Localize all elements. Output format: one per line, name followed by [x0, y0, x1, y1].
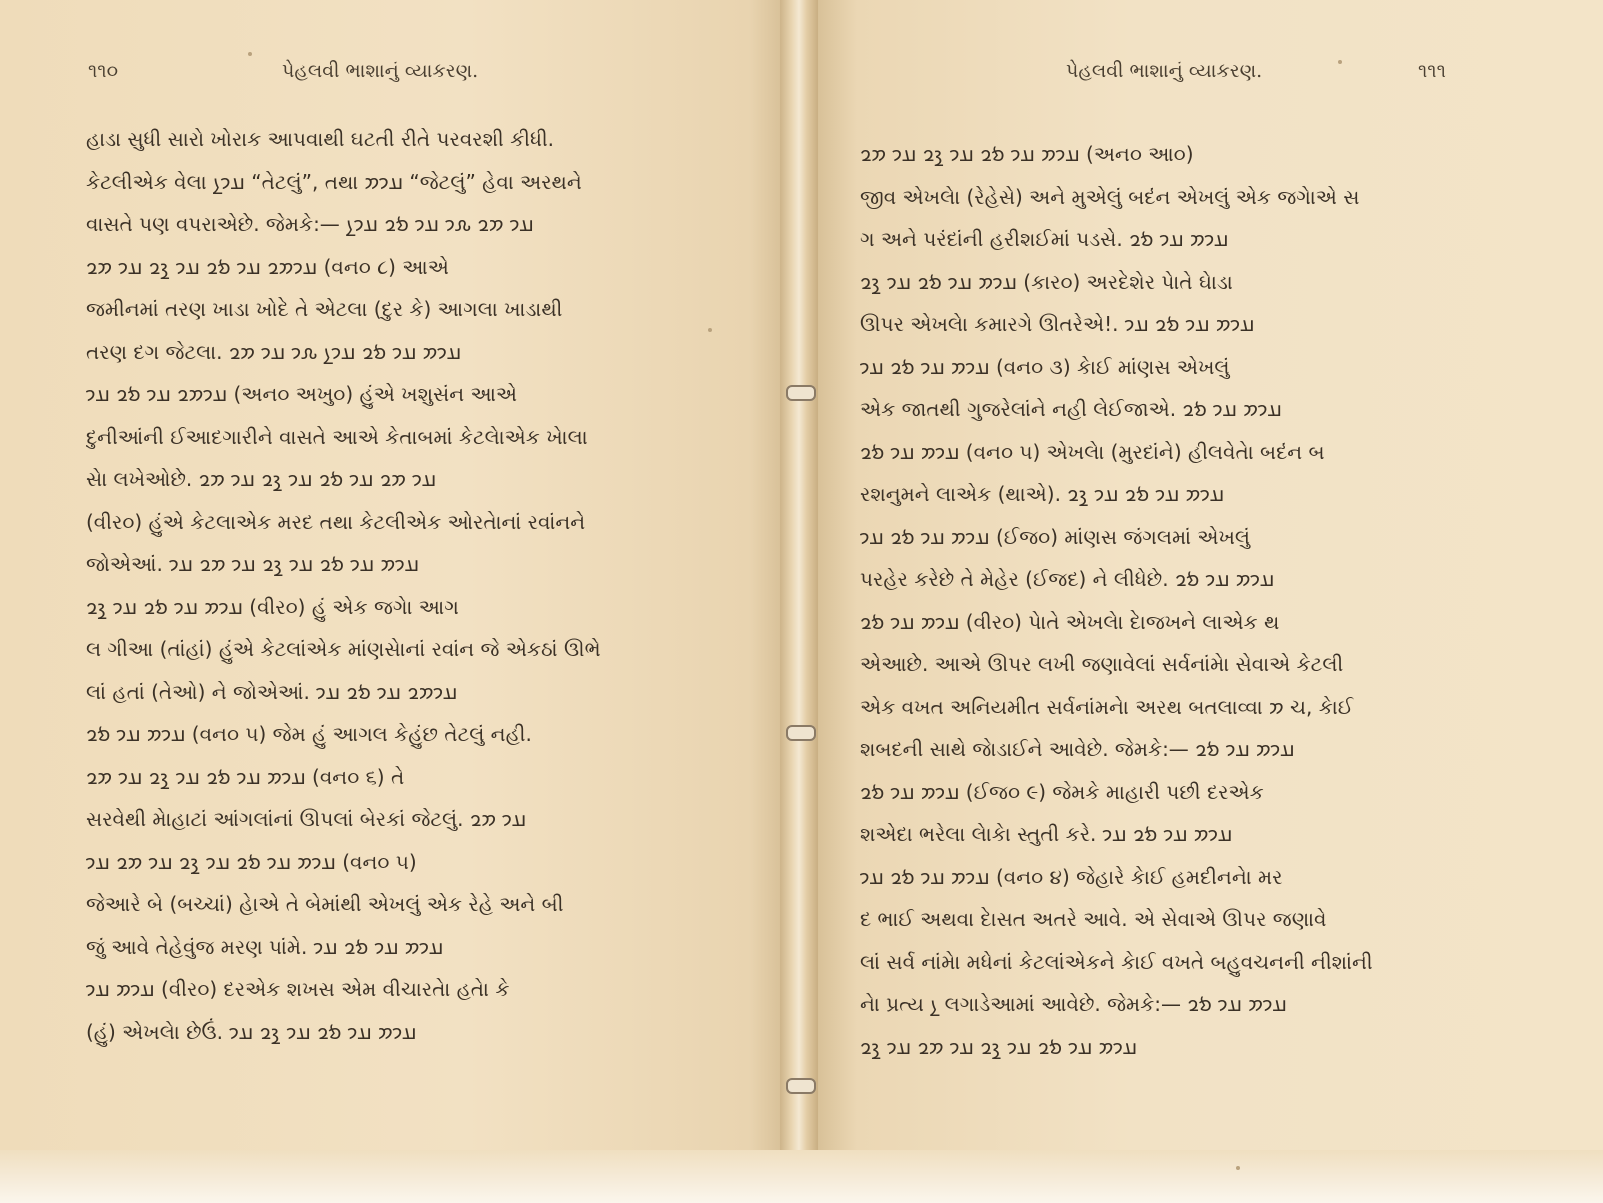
text-line: 𐭠𐭩𐭮 𐭠𐭩 𐭬𐭥 𐭠𐭩 𐭪𐭥 𐭠𐭩 𐭮𐭥 𐭠𐭩 𐭪𐭥 [860, 1034, 1138, 1059]
text-line: નેા પ્રત્ય 𐭭 લગાડેઆમાં આવેછે. જેમકે:— 𐭠𐭩𐭮 𐭠𐭩 𐭬𐭥 [860, 992, 1287, 1016]
binding-stitch [786, 385, 816, 401]
text-line: 𐭠𐭩𐭮 𐭠𐭩 𐭬𐭥 𐭠𐭩 𐭪𐭥 (કાર૦) અરદેશેર પેાતે ઘેાડા [860, 269, 1233, 294]
text-line: 𐭠𐭩𐭮 𐭠𐭩 𐭬𐭥 𐭠𐭩 (વન૦ ૩) કેાઈ માંણસ એખલું [860, 354, 1230, 379]
text-line: (હું) એખલેા છેઉં. 𐭠𐭩𐭮 𐭠𐭩 𐭬𐭥 𐭠𐭩 𐭪𐭥 𐭠𐭩 [86, 1019, 417, 1044]
text-line: દુનીઆંની ઈઆદગારીને વાસતે આએ કેતાબમાં કેટલેાએક ખેાલા [86, 424, 588, 449]
binding-stitch [786, 725, 816, 741]
text-line: શબદની સાથે જેાડાઈને આવેછે. જેમકે:— 𐭠𐭩𐭮 𐭠𐭩 𐭬𐭥 [860, 737, 1295, 761]
text-line: 𐭠𐭩𐭮 𐭠𐭩 𐭬𐭥 (ઈજ૦ ૯) જેમકે માહારી પછી દરએક [860, 779, 1264, 804]
left-page-number: ૧૧૦ [88, 60, 119, 82]
text-line: ગ અને પરંદાંની હરીશઈમાં પડસે. 𐭠𐭩𐭮 𐭠𐭩 𐭬𐭥 [860, 227, 1229, 251]
text-line: લાં સર્વ નાંમેા મધેનાં કેટલાંએકને કેાઈ વખતે બહુવચનની નીશાંની [860, 949, 1373, 974]
right-body-text [860, 133, 1500, 1068]
text-line: લાં હતાં (તેઓ) ને જોએઆં. 𐭠𐭩𐭮𐭥 𐭠𐭩 𐭬𐭥 𐭠𐭩 [86, 679, 458, 704]
text-line: કેટલીએક વેલા 𐭠𐭩𐭭 “તેટલું”, તથા 𐭠𐭩𐭮 “જેટલું” હેવા અરથને [86, 169, 582, 194]
text-line: વાસતે પણ વપરાએછે. જેમકે:— 𐭠𐭩 𐭮𐭥 𐭧𐭩 𐭠𐭩 𐭬𐭥 𐭠𐭩𐭭 [86, 212, 534, 236]
text-line: 𐭠𐭩𐭮 𐭠𐭩 𐭬𐭥 𐭠𐭩 (વન૦ ૪) જેહારે કેાઈ હમદીનનેા મર [860, 864, 1283, 889]
text-line: સેા લખેઓછે. 𐭠𐭩 𐭮𐭥 𐭠𐭩 𐭬𐭥 𐭠𐭩 𐭪𐭥 𐭠𐭩 𐭮𐭥 [86, 467, 437, 491]
paper-speck [1236, 1166, 1240, 1170]
text-line: જોએઆં. 𐭠𐭩𐭮 𐭠𐭩 𐭬𐭥 𐭠𐭩 𐭪𐭥 𐭠𐭩 𐭮𐭥 𐭠𐭩 [86, 552, 420, 576]
book-gutter [780, 0, 818, 1203]
left-page [0, 0, 780, 1203]
left-body-text [86, 118, 716, 1053]
text-line: લ ગીઆ (તાંહાં) હુંએ કેટલાંએક માંણસેાનાં રવાંન જે એકઠાં ઊભે [86, 637, 601, 661]
text-line: દ ભાઈ અથવા દેાસત અતરે આવે. એ સેવાએ ઊપર જણાવે [860, 907, 1327, 931]
right-page-number: ૧૧૧ [1418, 60, 1446, 82]
text-line: 𐭠𐭩𐭮 𐭠𐭩 𐭬𐭥 𐭠𐭩 𐭪𐭥 𐭠𐭩 𐭮𐭥 𐭠𐭩 (વન૦ ૫) [86, 849, 417, 874]
text-line: 𐭠𐭩𐭮𐭥 𐭠𐭩 𐭬𐭥 𐭠𐭩 𐭪𐭥 𐭠𐭩 𐭮𐭥 (વન૦ ૮) આએ [86, 254, 449, 279]
text-line: 𐭠𐭩𐭮 𐭠𐭩 𐭬𐭥 (વન૦ ૫) જેમ હું આગલ કેહુંછ તેટલું નહી. [86, 722, 532, 746]
text-line: એક વખત અનિયમીત સર્વનાંમનેા અરથ બતલાવ્વા 𐭮 ચ, કેાઈ [860, 694, 1354, 719]
text-line: એઆછે. આએ ઊપર લખી જણાવેલાં સર્વનાંમેા સેવાએ કેટલી [860, 652, 1344, 676]
right-page [818, 0, 1603, 1203]
text-line: 𐭠𐭩𐭮 𐭠𐭩 (વીર૦) દરએક શખસ એમ વીચારતેા હતેા કે [86, 977, 510, 1001]
binding-stitch [786, 1078, 816, 1094]
text-line: જીવ એખલેા (રેહેસે) અને મુએલું બદંન એખલું એક જગેાએ સ [860, 184, 1360, 209]
text-line: જું આવે તેહેવુંજ મરણ પાંમે. 𐭠𐭩𐭮 𐭠𐭩 𐭬𐭥 𐭠𐭩 [86, 934, 444, 959]
text-line: જમીનમાં તરણ ખાડા ખોદે તે એટલા (દુર કે) આગલા ખાડાથી [86, 297, 563, 321]
text-line: સરવેથી મેાહાટાં આંગલાંનાં ઊપલાં બેરકાં જેટલું. 𐭠𐭩 𐭮𐭥 [86, 807, 527, 831]
text-line: પરહેર કરેછે તે મેહેર (ઈજદ) ને લીધેછે. 𐭠𐭩𐭮 𐭠𐭩 𐭬𐭥 [860, 567, 1275, 591]
text-line: તરણ દગ જેટલા. 𐭠𐭩𐭮 𐭠𐭩 𐭬𐭥 𐭠𐭩𐭭 𐭧𐭩 𐭠𐭩 𐭮𐭥 [86, 339, 462, 364]
paper-speck [708, 328, 712, 332]
text-line: 𐭠𐭩𐭮 𐭠𐭩 𐭬𐭥 𐭠𐭩 (ઈજ૦) માંણસ જંગલમાં એખલું [860, 524, 1251, 549]
text-line: 𐭠𐭩𐭮 𐭠𐭩 𐭬𐭥 𐭠𐭩 𐭪𐭥 𐭠𐭩 𐭮𐭥 (અન૦ આ૦) [860, 142, 1194, 166]
text-line: જેઆરે બે (બચ્ચાં) હેાએ તે બેમાંથી એખલું એક રેહે અને બી [86, 892, 564, 916]
text-line: રશનુમને લાએક (થાએ). 𐭠𐭩𐭮 𐭠𐭩 𐭬𐭥 𐭠𐭩 𐭪𐭥 [860, 482, 1225, 506]
text-line: ઊપર એખલેા કમારગે ઊતરેએ!. 𐭠𐭩𐭮 𐭠𐭩 𐭬𐭥 𐭠𐭩 [860, 312, 1255, 336]
text-line: 𐭠𐭩𐭮 𐭠𐭩 𐭬𐭥 𐭠𐭩 𐭪𐭥 (વીર૦) હું એક જગેા આગ [86, 594, 459, 619]
right-running-title: પેહલવી ભાશાનું વ્યાકરણ. [1066, 60, 1263, 82]
paper-speck [248, 52, 252, 56]
page-bottom-edge [0, 1150, 1603, 1203]
text-line: 𐭠𐭩𐭮 𐭠𐭩 𐭬𐭥 (વન૦ ૫) એખલેા (મુરદાંને) હીલવેતેા બદંન બ [860, 439, 1325, 464]
text-line: એક જાતથી ગુજરેલાંને નહી લેઈજાએ. 𐭠𐭩𐭮 𐭠𐭩 𐭬𐭥 [860, 397, 1282, 421]
text-line: (વીર૦) હુંએ કેટલાએક મરદ તથા કેટલીએક ઓરતેાનાં રવાંનને [86, 509, 586, 534]
left-running-title: પેહલવી ભાશાનું વ્યાકરણ. [282, 60, 479, 82]
text-line: શએદા ભરેલા લેાકેા સ્તુતી કરે. 𐭠𐭩𐭮 𐭠𐭩 𐭬𐭥 𐭠𐭩 [860, 822, 1233, 846]
text-line: 𐭠𐭩𐭮 𐭠𐭩 𐭬𐭥 (વીર૦) પેાતે એખલેા દેાજખને લાએક થ [860, 609, 1280, 634]
text-line: 𐭠𐭩𐭮 𐭠𐭩 𐭬𐭥 𐭠𐭩 𐭪𐭥 𐭠𐭩 𐭮𐭥 (વન૦ ૬) તે [86, 764, 405, 789]
paper-speck [1338, 60, 1342, 64]
text-line: હાડા સુધી સારો ખોરાક આપવાથી ઘટતી રીતે પરવરશી કીધી. [86, 127, 555, 151]
text-line: 𐭠𐭩𐭮𐭥 𐭠𐭩 𐭬𐭥 𐭠𐭩 (અન૦ અખુ૦) હુંએ ખશુસંન આએ [86, 382, 518, 406]
